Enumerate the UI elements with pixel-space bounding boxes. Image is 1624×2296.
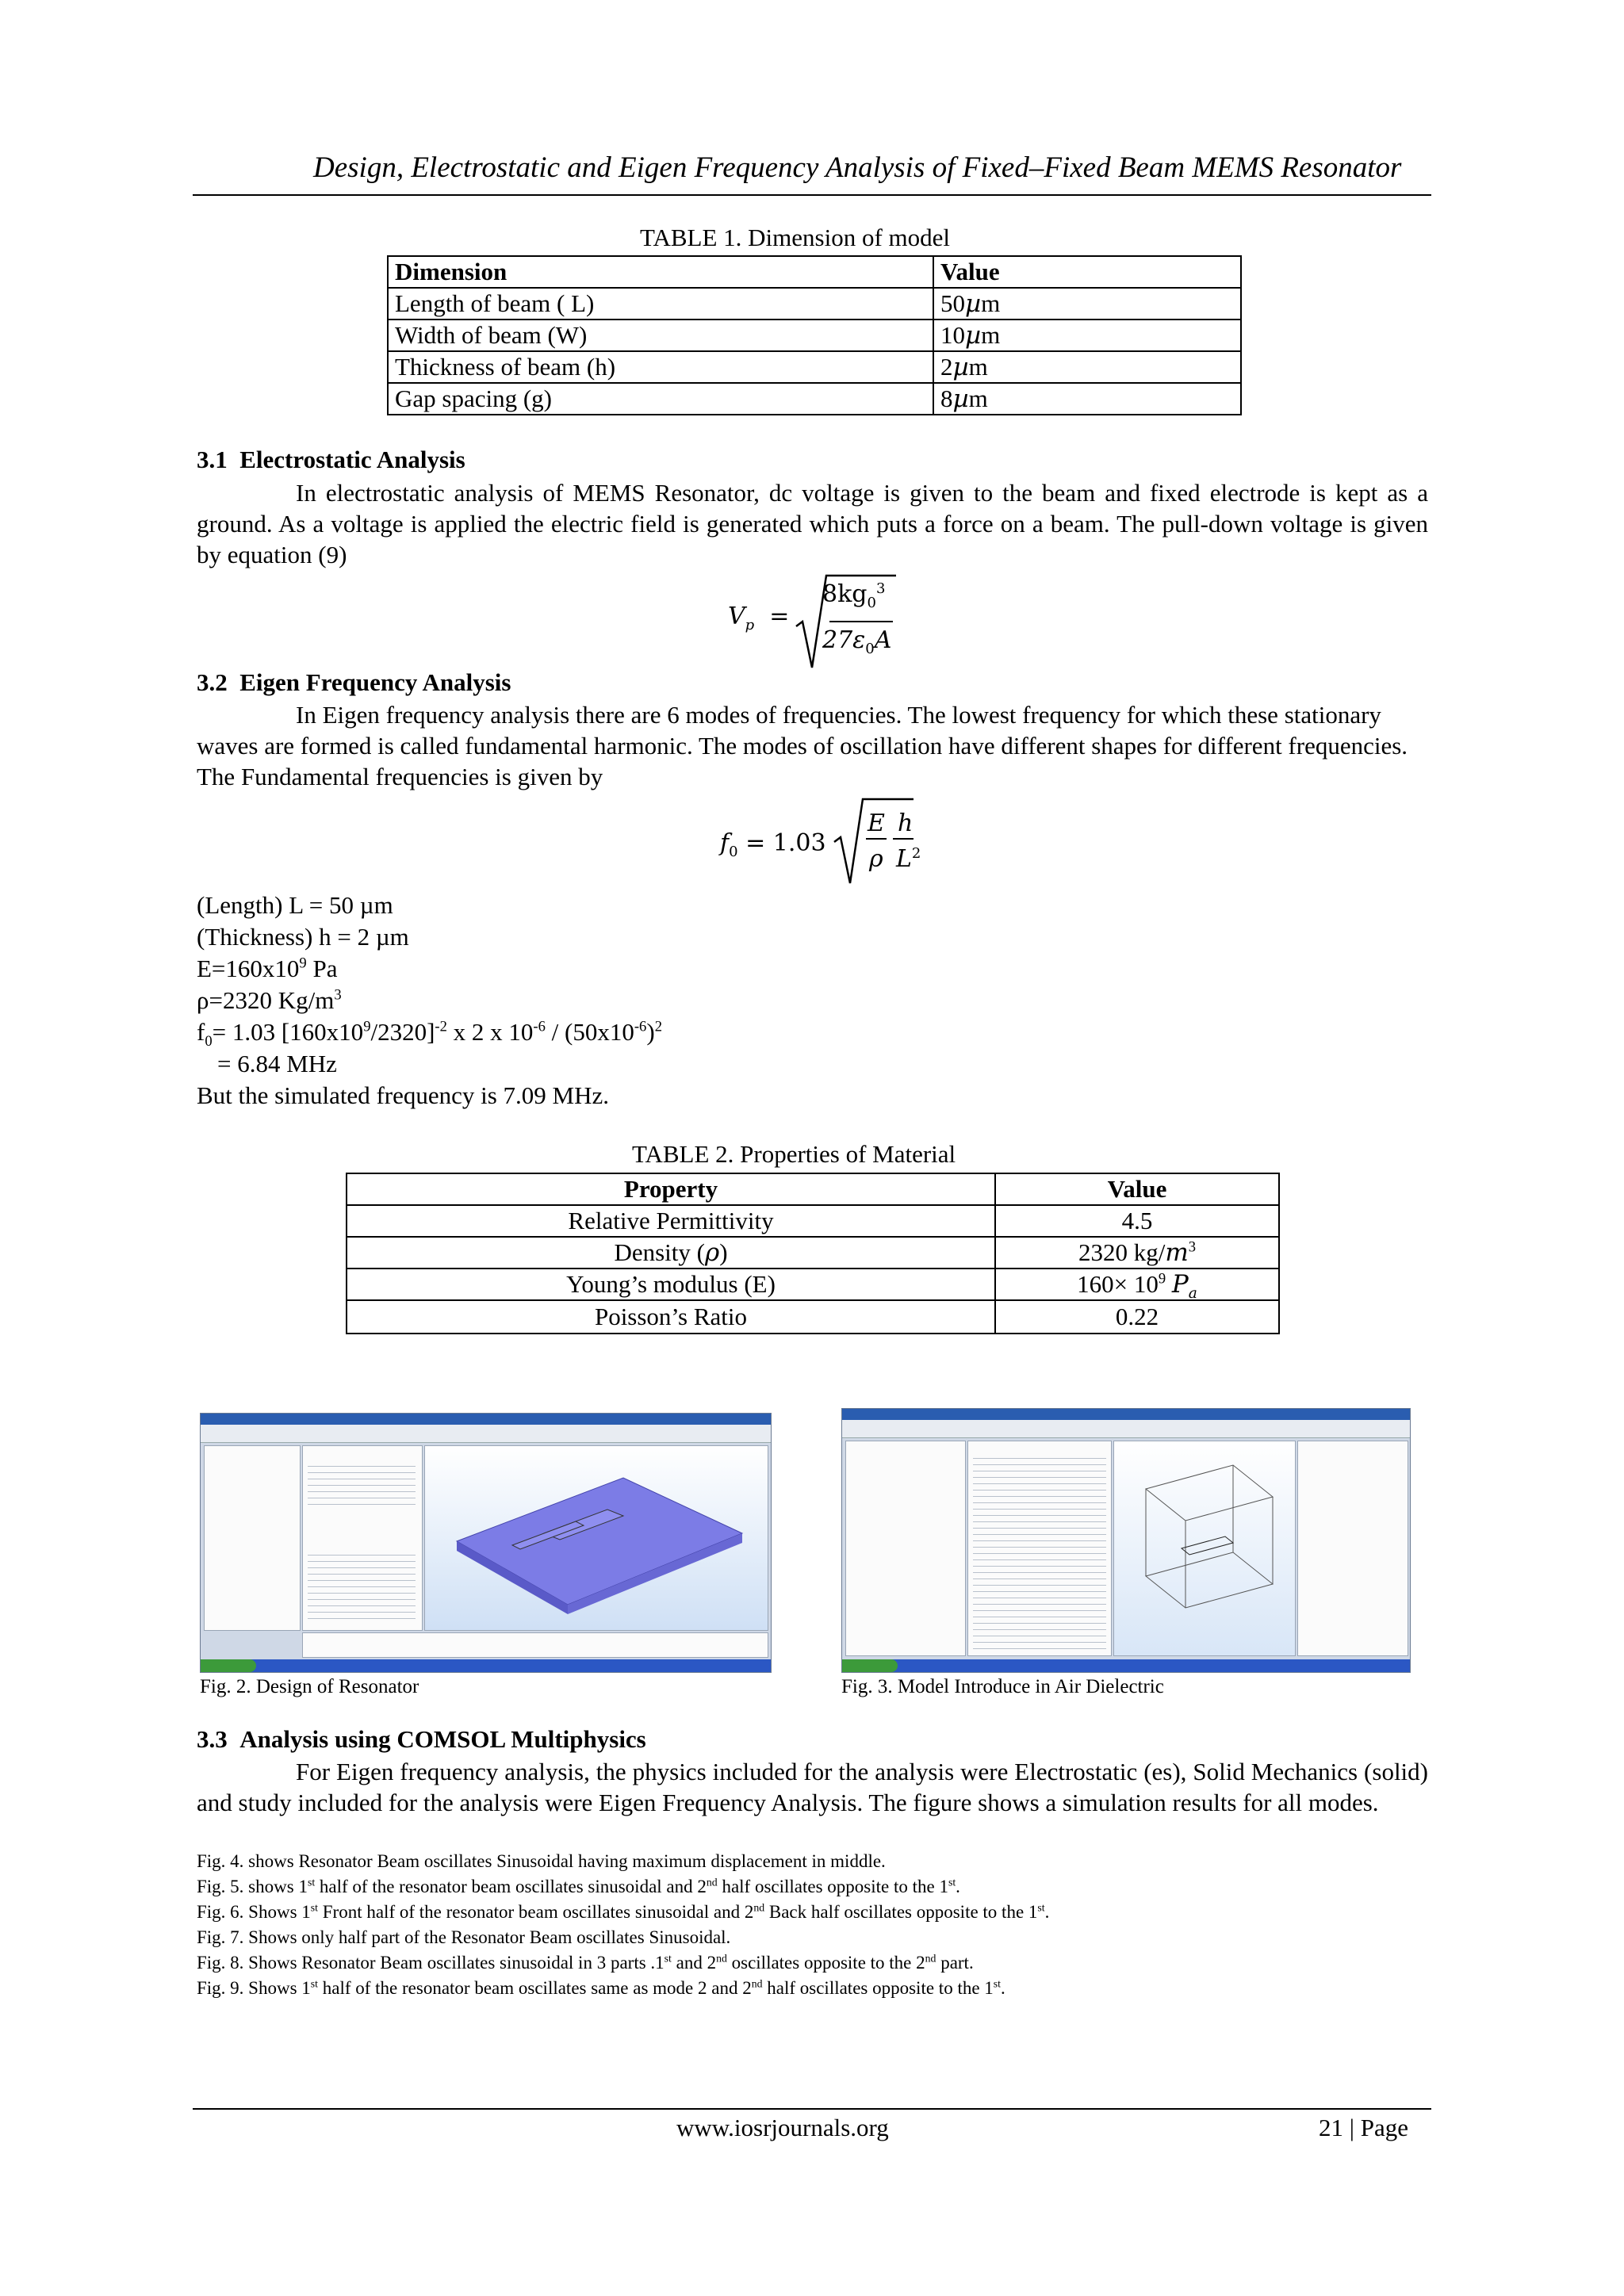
calc-f0: $f_0= 1.03$ $[160x10^9/2320]^{-2}$ x 2 x $10^{-6} / (50x10^{-6})^2$ <box>197 1018 662 1050</box>
table2-cell: Density (ρ) <box>347 1237 995 1269</box>
fig9-description: Fig. 9. Shows 1st half of the resonator beam oscillates same as mode 2 and 2nd half oscillates opposite to the 1st. <box>197 1977 1005 1998</box>
footer-page-number: 21 | Page <box>1319 2114 1408 2141</box>
table-row <box>347 1205 1279 1237</box>
frac-l2-denominator: $L^2$ <box>896 845 921 873</box>
table1-header-row <box>388 256 1241 288</box>
section-3-3-heading: 3.3 Analysis using COMSOL Multiphysics <box>197 1725 646 1753</box>
table1-cell: 2µm <box>933 351 1241 383</box>
section-3-2-heading: 3.2 Eigen Frequency Analysis <box>197 668 511 696</box>
table-row <box>388 383 1241 415</box>
frac-e-numerator: E <box>868 809 885 837</box>
table1-cell: 50µm <box>933 288 1241 320</box>
fig4-description: Fig. 4. shows Resonator Beam oscillates Sinusoidal having maximum displacement in middle. <box>197 1851 886 1871</box>
table2-cell: Poisson’s Ratio <box>347 1300 995 1334</box>
table1-cell: Gap spacing (g) <box>388 383 933 415</box>
fig3-toolbar <box>842 1420 1410 1438</box>
table1-cell: Thickness of beam (h) <box>388 351 933 383</box>
fig3-messages-pane <box>1297 1441 1408 1656</box>
table2 <box>346 1173 1280 1334</box>
table-row <box>388 351 1241 383</box>
fig3-caption: Fig. 3. Model Introduce in Air Dielectric <box>841 1676 1164 1697</box>
table1 <box>387 255 1242 415</box>
table1-cell: 8µm <box>933 383 1241 415</box>
fig6-description: Fig. 6. Shows 1st Front half of the resonator beam oscillates sinusoidal and 2nd Back half oscillates opposite to the 1st. <box>197 1901 1050 1922</box>
fig3-settings-pane <box>967 1441 1112 1656</box>
table2-cell: 2320 $kg/m^3$ <box>995 1237 1279 1269</box>
table1-cell: Length of beam ( L) <box>388 288 933 320</box>
calc-density: ρ=2320 $Kg/m^3$ <box>197 986 342 1014</box>
pull-down-voltage-numerator: $8kg_0^3$ <box>822 580 886 611</box>
fig2-titlebar <box>201 1414 771 1425</box>
running-header: Design, Electrostatic and Eigen Frequency Analysis of Fixed–Fixed Beam MEMS Resonator <box>313 151 1402 184</box>
table-row <box>347 1300 1279 1334</box>
footer-rule <box>193 2108 1431 2110</box>
calc-result: = 6.84 MHz <box>217 1050 337 1077</box>
table-row <box>388 320 1241 351</box>
fig7-description: Fig. 7. Shows only half part of the Resonator Beam oscillates Sinusoidal. <box>197 1927 731 1947</box>
frac-h-numerator: h <box>898 809 914 837</box>
table1-caption: TABLE 1. Dimension of model <box>640 224 950 251</box>
header-rule <box>193 194 1431 196</box>
fundamental-frequency-lhs: $f_0 = 1.03$ <box>720 829 826 860</box>
table2-header-row <box>347 1173 1279 1205</box>
fig3-comsol-screenshot <box>841 1408 1411 1673</box>
section-3-1-heading: 3.1 Electrostatic Analysis <box>197 446 465 473</box>
fig2-taskbar <box>201 1659 771 1672</box>
fig8-description: Fig. 8. Shows Resonator Beam oscillates sinusoidal in 3 parts .1st and 2nd oscillates opposite to the 2nd part. <box>197 1952 974 1973</box>
fig2-messages-pane <box>302 1632 768 1658</box>
fig3-air-box-model <box>1114 1441 1295 1655</box>
fig3-titlebar <box>842 1409 1410 1420</box>
calc-simulated: But the simulated frequency is 7.09 MHz. <box>197 1081 610 1109</box>
table2-cell: 4.5 <box>995 1205 1279 1237</box>
table-row <box>388 288 1241 320</box>
fig2-caption: Fig. 2. Design of Resonator <box>200 1676 419 1697</box>
section-3-2-body: In Eigen frequency analysis there are 6 modes of frequencies. The lowest frequency for which these stationary waves are formed is called fundamental harmonic. The modes of oscillation have different shapes for different frequencies. The Fundamental frequencies is given by <box>197 701 1408 790</box>
table2-cell: Relative Permittivity <box>347 1205 995 1237</box>
fig2-graphics-window <box>424 1445 768 1631</box>
table2-cell: 0.22 <box>995 1300 1279 1334</box>
fig2-model-tree <box>204 1445 301 1631</box>
fig2-start-button <box>201 1659 256 1672</box>
table1-cell: 10µm <box>933 320 1241 351</box>
fig3-taskbar <box>842 1659 1410 1672</box>
table2-cell: $160\times 10^9$ $P_a$ <box>995 1269 1279 1300</box>
fig2-settings-pane <box>302 1445 423 1631</box>
calc-youngs: $E=160x10^9$ Pa <box>197 955 338 982</box>
table2-cell: Young’s modulus (E) <box>347 1269 995 1300</box>
fig2-toolbar <box>201 1425 771 1443</box>
fig3-model-tree <box>845 1441 966 1656</box>
section-3-1-body: In electrostatic analysis of MEMS Resonator, dc voltage is given to the beam and fixed electrode is kept as a ground. As a voltage is applied the electric field is generated which puts a force on a beam. The pull-down voltage is given by equation (9) <box>197 479 1428 568</box>
calc-length: (Length) L = 50 µm <box>197 891 393 919</box>
fig3-start-button <box>842 1659 898 1672</box>
table1-cell: Width of beam (W) <box>388 320 933 351</box>
fig2-resonator-model <box>425 1446 768 1630</box>
fig5-description: Fig. 5. shows 1st half of the resonator beam oscillates sinusoidal and 2nd half oscillates opposite to the 1st. <box>197 1876 960 1896</box>
table1-header-dimension: Dimension <box>388 256 933 288</box>
table1-header-value: Value <box>933 256 1241 288</box>
table2-header-value: Value <box>995 1173 1279 1205</box>
fig-list <box>197 1849 1434 2001</box>
table2-header-property: Property <box>347 1173 995 1205</box>
table2-caption: TABLE 2. Properties of Material <box>632 1140 956 1168</box>
sqrt-sign-f0 <box>831 793 918 888</box>
footer-url[interactable]: www.iosrjournals.org <box>676 2114 889 2141</box>
calc-thickness: (Thickness) h = 2 µm <box>197 923 409 951</box>
pull-down-voltage-lhs: $V_p$ = <box>728 603 790 633</box>
table-row <box>347 1269 1279 1300</box>
section-3-3-body: For Eigen frequency analysis, the physics included for the analysis were Electrostatic (es), Solid Mechanics (solid) and study included for the analysis were Eigen Frequency Analysis. The figure shows a simulation results for all modes. <box>197 1758 1428 1816</box>
frac-rho-denominator: ρ <box>869 845 883 873</box>
fig3-graphics-window <box>1113 1441 1296 1656</box>
table-row <box>347 1237 1279 1269</box>
pull-down-voltage-denominator: $27\varepsilon_0A$ <box>822 626 892 657</box>
frequency-calculation <box>197 890 662 1112</box>
fig2-comsol-screenshot <box>200 1413 772 1673</box>
